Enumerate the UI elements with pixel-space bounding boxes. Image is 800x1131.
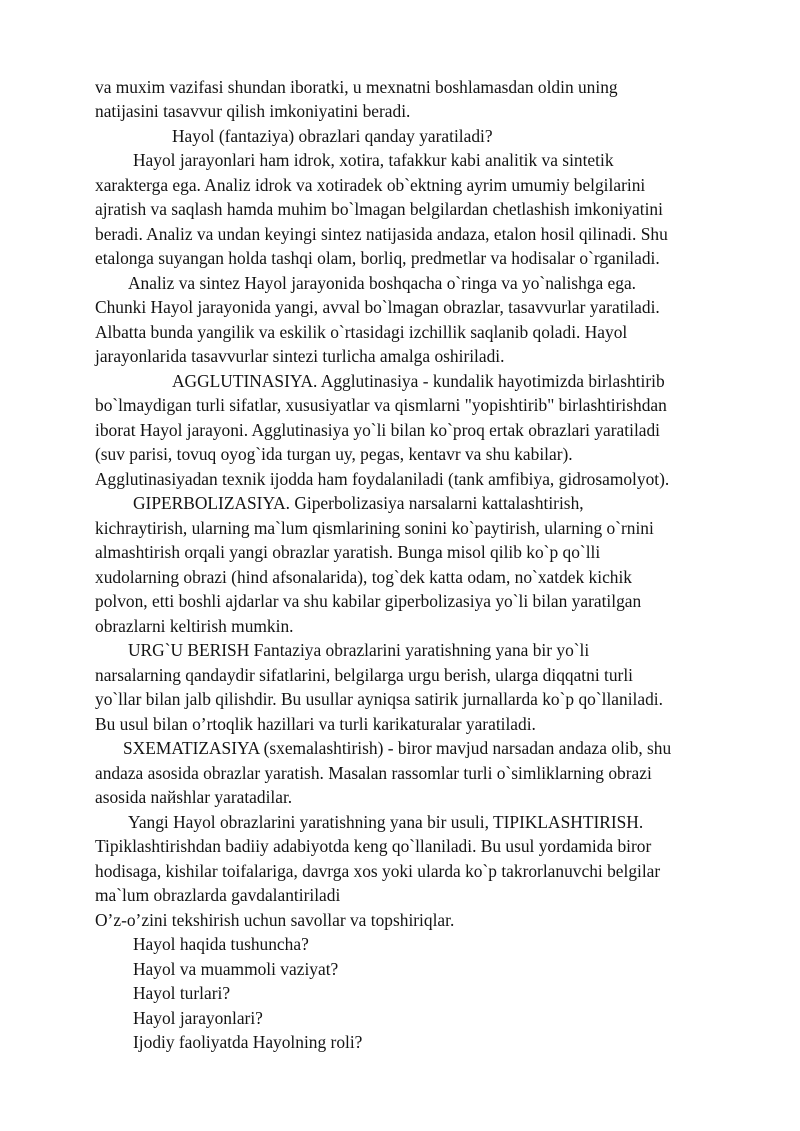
text-line: (suv parisi, tovuq oyog`ida turgan uy, pegas, kentavr va shu kabilar). [95,444,573,464]
text-line: Yangi Hayol obrazlarini yaratishning yana bir usuli, TIPIKLASHTIRISH. [128,812,644,832]
text-line: va muxim vazifasi shundan iboratki, u mexnatni boshlamasdan oldin uning [95,77,618,97]
text-line: asosida naйshlar yaratadilar. [95,787,293,807]
text-line: andaza asosida obrazlar yaratish. Masalan rassomlar turli o`simliklarning obrazi [95,763,652,783]
text-line: URG`U BERISH Fantaziya obrazlarini yaratishning yana bir yo`li [128,640,590,660]
text-line: polvon, etti boshli ajdarlar va shu kabilar giperbolizasiya yo`li bilan yaratilgan [95,591,642,611]
text-line: Bu usul bilan o’rtoqlik hazillari va turli karikaturalar yaratiladi. [95,714,536,734]
section-heading: Hayol (fantaziya) obrazlari qanday yaratiladi? [172,126,493,146]
text-line: Chunki Hayol jarayonida yangi, avval bo`lmagan obrazlar, tasavvurlar yaratiladi. [95,297,660,317]
text-line: narsalarning qandaydir sifatlarini, belgilarga urgu berish, ularga diqqatni turli [95,665,633,685]
text-line: almashtirish orqali yangi obrazlar yaratish. Bunga misol qilib ko`p qo`lli [95,542,601,562]
text-line: etalonga suyangan holda tashqi olam, borliq, predmetlar va hodisalar o`rganiladi. [95,248,660,268]
question-item: Hayol haqida tushuncha? [133,934,309,954]
text-line: AGGLUTINASIYA. Agglutinasiya - kundalik hayotimizda birlashtirib [172,371,665,391]
question-item: Hayol jarayonlari? [133,1008,263,1028]
text-line: ma`lum obrazlarda gavdalantiriladi [95,885,341,905]
text-line: Hayol jarayonlari ham idrok, xotira, tafakkur kabi analitik va sintetik [133,150,614,170]
question-item: Hayol turlari? [133,983,231,1003]
text-line: kichraytirish, ularning ma`lum qismlarining sonini ko`paytirish, ularning o`rnini [95,518,654,538]
text-line: Analiz va sintez Hayol jarayonida boshqacha o`ringa va yo`nalishga ega. [128,273,637,293]
text-line: Agglutinasiyadan texnik ijodda ham foydalaniladi (tank amfibiya, gidrosamolyot). [95,469,670,489]
text-line: bo`lmaydigan turli sifatlar, xususiyatlar va qismlarni "yopishtirib" birlashtirishdan [95,395,667,415]
text-line: natijasini tasavvur qilish imkoniyatini beradi. [95,101,411,121]
text-line: yo`llar bilan jalb qilishdir. Bu usullar ayniqsa satirik jurnallarda ko`p qo`llaniladi. [95,689,663,709]
text-line: xarakterga ega. Analiz idrok va xotiradek ob`ektning ayrim umumiy belgilarini [95,175,646,195]
questions-heading: O’z-o’zini tekshirish uchun savollar va topshiriqlar. [95,910,455,930]
text-line: ajratish va saqlash hamda muhim bo`lmagan belgilardan chetlashish imkoniyatini [95,199,663,219]
question-item: Ijodiy faoliyatda Hayolning roli? [133,1032,363,1052]
text-line: obrazlarni keltirish mumkin. [95,616,294,636]
text-line: hodisaga, kishilar toifalariga, davrga xos yoki ularda ko`p takrorlanuvchi belgilar [95,861,661,881]
text-line: xudolarning obrazi (hind afsonalarida), tog`dek katta odam, no`xatdek kichik [95,567,633,587]
text-line: Tipiklashtirishdan badiiy adabiyotda keng qo`llaniladi. Bu usul yordamida biror [95,836,652,856]
text-line: iborat Hayol jarayoni. Agglutinasiya yo`li bilan ko`proq ertak obrazlari yaratiladi [95,420,661,440]
text-line: jarayonlarida tasavvurlar sintezi turlicha amalga oshiriladi. [95,346,505,366]
question-item: Hayol va muammoli vaziyat? [133,959,339,979]
text-line: SXEMATIZASIYA (sxemalashtirish) - biror mavjud narsadan andaza olib, shu [123,738,672,758]
text-line: Albatta bunda yangilik va eskilik o`rtasidagi izchillik saqlanib qoladi. Hayol [95,322,628,342]
text-line: beradi. Analiz va undan keyingi sintez natijasida andaza, etalon hosil qilinadi. Shu [95,224,668,244]
text-line: GIPERBOLIZASIYA. Giperbolizasiya narsalarni kattalashtirish, [133,493,584,513]
